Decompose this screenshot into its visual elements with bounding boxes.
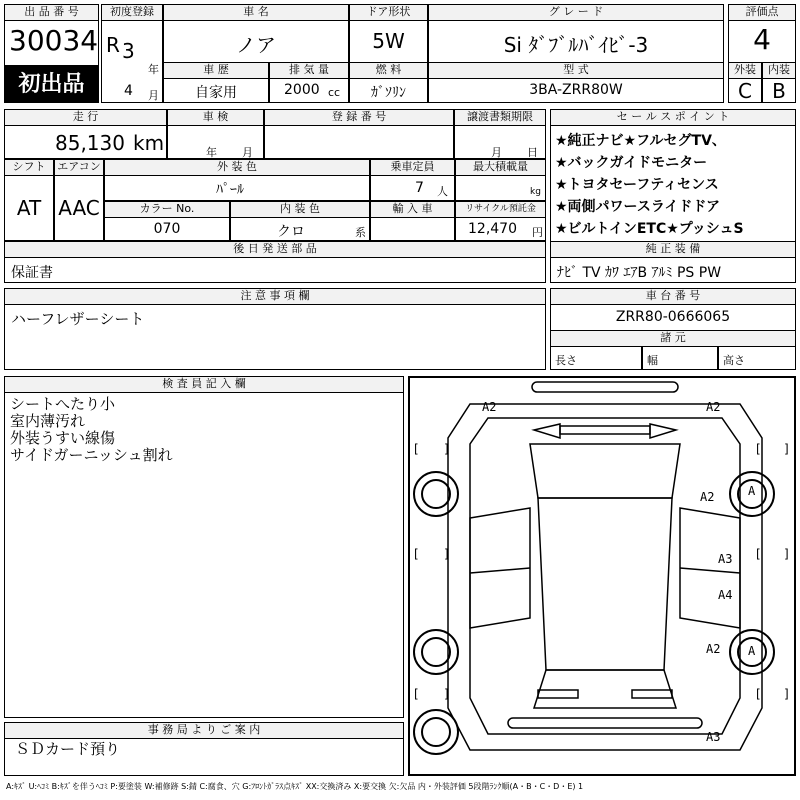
later-parts-header: 後 日 発 送 部 品 [4,241,546,258]
auction-score: 4 [753,23,771,56]
transfer-month-unit: 月 [491,146,502,159]
color-number-cell [104,217,230,241]
svg-text:]: ] [784,547,789,561]
standard-equipment: ﾅﾋﾞ TV ｶﾜ ｴｱB ｱﾙﾐ PS PW [557,265,722,281]
recycle-header: リサイクル預託金 [455,201,546,218]
car-name-cell [163,20,349,63]
mileage-cell [4,125,167,159]
office-notice-cell [4,738,404,776]
door-type: 5W [372,29,405,53]
fuel: ｶﾞｿﾘﾝ [371,85,406,101]
month-unit: 月 [148,89,159,102]
first-registration-cell [101,20,163,103]
car-outline [410,378,794,774]
caution-header: 注 意 事 項 欄 [4,288,546,305]
chassis-header: 車 台 番 号 [550,288,796,305]
exterior-header: 外装 [728,62,762,79]
damage-mark: A2 [482,400,497,414]
svg-text:]: ] [444,687,449,701]
registration-number-cell [264,125,454,159]
ac-header: エアコン [54,159,104,176]
inspector-notes-header: 検 査 員 記 入 欄 [4,376,404,393]
capacity-cell [370,175,455,201]
car-name: ノア [236,33,276,57]
height-label: 高さ [723,354,745,367]
office-notice-header: 事 務 局 よ り ご 案 内 [4,722,404,739]
shift: AT [16,196,42,220]
damage-mark: A [748,484,756,498]
exterior-grade: C [738,79,752,103]
capacity-header: 乗車定員 [370,159,455,176]
mileage-header: 走 行 [4,109,167,126]
interior-grade: B [772,79,786,103]
svg-text:]: ] [784,687,789,701]
door-header: ドア形状 [349,4,428,21]
interior-grade-cell [762,78,796,103]
legend-text: A:ｷｽﾞ U:ﾍｺﾐ B:ｷｽﾞを伴うﾍｺﾐ P:要塗装 W:補修跡 S:錆 C:腐食、穴 G:ﾌﾛﾝﾄｶﾞﾗｽ点ｷｽﾞ XX:交換済み X:要交換 欠:欠品 内・外装評価 5段階ﾗﾝｸ順(A・B・C・D・E) 1 [6,782,584,791]
fuel-cell [349,78,428,103]
max-load-header: 最大積載量 [455,159,546,176]
history: 自家用 [195,85,237,101]
inspector-note: サイドガーニッシュ割れ [10,446,173,464]
recycle-unit: 円 [532,226,543,239]
width-label: 幅 [647,354,658,367]
color-number-header: カラー No. [104,201,230,218]
svg-text:[: [ [414,687,419,701]
interior-color: クロ [277,224,305,240]
mileage: 85,130 [55,131,125,155]
chassis-number: ZRR80-0666065 [615,309,731,325]
score-cell [728,20,796,63]
sales-point: ★両側パワースライドドア [555,199,721,215]
svg-text:]: ] [444,547,449,561]
import-cell [370,217,455,241]
inspector-note: 外装うすい線傷 [10,429,116,447]
car-name-header: 車 名 [163,4,349,21]
svg-text:[: [ [414,547,419,561]
damage-mark: A3 [718,552,733,566]
later-parts: 保証書 [11,265,53,281]
svg-text:]: ] [444,442,449,456]
svg-text:[: [ [756,687,761,701]
inspection-cell [167,125,264,159]
era-letter: R [106,33,120,57]
svg-text:[: [ [756,442,761,456]
lot-number-cell [4,20,99,66]
interior-color-unit: 系 [355,226,366,239]
exterior-color: ﾊﾟｰﾙ [216,182,244,198]
interior-color-header: 内 装 色 [230,201,370,218]
svg-text:]: ] [784,442,789,456]
transfer-day-unit: 日 [527,146,538,159]
mileage-unit: km [133,131,165,155]
damage-mark: A3 [706,730,721,744]
inspection-month-unit: 月 [242,146,253,159]
era-year: 3 [122,39,135,63]
inspection-header: 車 検 [167,109,264,126]
inspection-year-unit: 年 [206,146,217,159]
inspector-note: シートへたり小 [10,395,116,413]
dimensions-width-cell [642,346,718,370]
inspector-note: 室内薄汚れ [10,412,86,430]
displacement-unit: cc [328,86,341,99]
first-listing-badge: 初出品 [4,66,99,103]
later-parts-cell [4,257,546,283]
exterior-color-cell [104,175,370,201]
first-registration-header: 初度登録 [101,4,163,21]
fuel-header: 燃 料 [349,62,428,79]
history-cell [163,78,269,103]
color-number: 070 [153,221,181,237]
sales-point: ★ビルトインETC★プッシュS [555,221,744,237]
lot-number: 30034 [9,24,99,57]
transfer-deadline-cell [454,125,546,159]
svg-text:[: [ [414,442,419,456]
exterior-grade-cell [728,78,762,103]
sales-point: ★純正ナビ★フルセグTV、 [555,133,726,149]
interior-color-cell [230,217,370,241]
door-cell [349,20,428,63]
max-load-cell [455,175,546,201]
recycle-cell [455,217,546,241]
air-conditioner: AAC [58,196,100,220]
shift-cell [4,175,54,241]
max-load-unit: kg [530,187,541,197]
displacement-header: 排 気 量 [269,62,349,79]
grade-cell [428,20,724,63]
capacity: 7 [415,180,424,196]
grade-header: グ レ ー ド [428,4,724,21]
sales-points-header: セ ー ル ス ポ イ ン ト [550,109,796,126]
score-header: 評価点 [728,4,796,21]
lot-number-header: 出 品 番 号 [4,4,99,21]
recycle-fee: 12,470 [468,221,517,237]
history-header: 車 歴 [163,62,269,79]
displacement: 2000 [284,82,320,98]
standard-equipment-cell [550,257,796,283]
interior-header: 内装 [762,62,796,79]
svg-text:[: [ [756,547,761,561]
sales-point: ★バックガイドモニター [555,155,708,171]
damage-mark: A4 [718,588,733,602]
damage-mark: A2 [706,642,721,656]
grade: Si ﾀﾞﾌﾞﾙﾊﾞｲﾋﾞ-3 [503,33,649,57]
displacement-cell [269,78,349,103]
caution-text: ハーフレザーシート [11,310,145,328]
registration-month: 4 [124,83,133,99]
office-notice: ＳＤカード預り [15,740,121,758]
transfer-deadline-header: 譲渡書類期限 [454,109,546,126]
dimensions-header: 諸 元 [550,330,796,347]
sales-points-cell [550,125,796,242]
length-label: 長さ [555,354,577,367]
standard-equipment-header: 純 正 装 備 [550,241,796,258]
ac-cell [54,175,104,241]
shift-header: シフト [4,159,54,176]
caution-cell [4,304,546,370]
sales-point: ★トヨタセーフティセンス [555,177,719,193]
damage-mark: A2 [700,490,715,504]
import-header: 輸 入 車 [370,201,455,218]
registration-number-header: 登 録 番 号 [264,109,454,126]
damage-mark: A2 [706,400,721,414]
model-header: 型 式 [428,62,724,79]
chassis-cell [550,304,796,331]
model-cell [428,78,724,103]
dimensions-height-cell [718,346,796,370]
model-code: 3BA-ZRR80W [529,82,623,98]
damage-diagram [408,376,796,776]
inspector-notes-cell [4,392,404,718]
capacity-unit: 人 [437,185,448,198]
dimensions-length-cell [550,346,642,370]
year-unit: 年 [148,63,159,76]
exterior-color-header: 外 装 色 [104,159,370,176]
damage-mark: A [748,644,756,658]
